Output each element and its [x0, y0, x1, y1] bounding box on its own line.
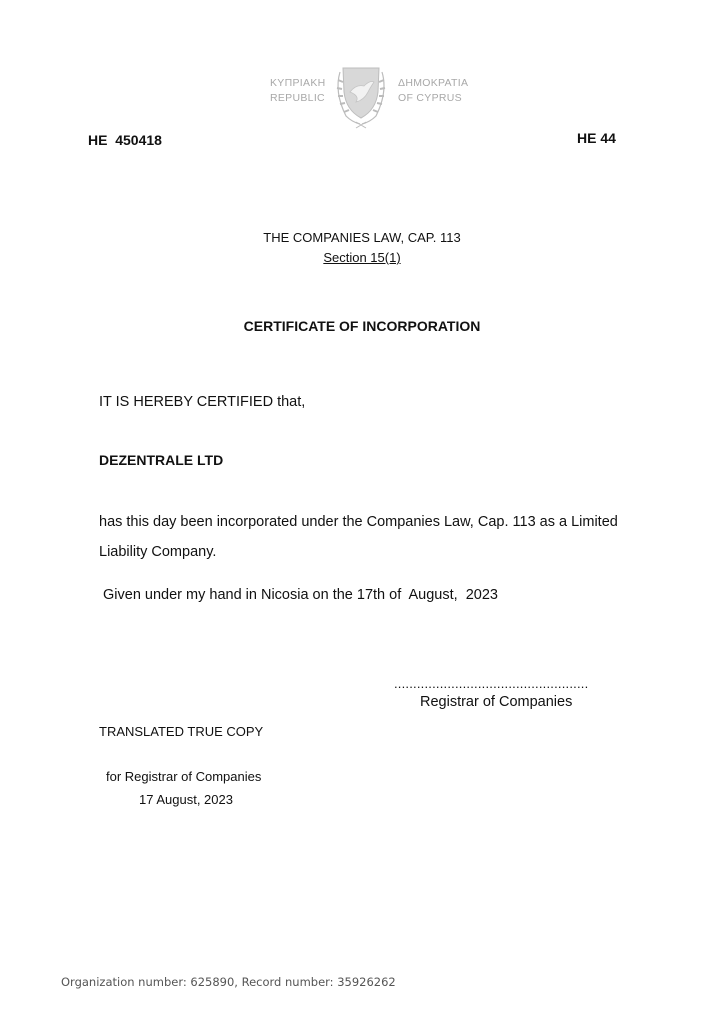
seal-right-line2: OF CYPRUS	[398, 92, 462, 104]
certified-statement: IT IS HEREBY CERTIFIED that,	[99, 394, 306, 410]
seal-left-line2: REPUBLIC	[270, 92, 325, 104]
seal-left-text	[270, 76, 326, 106]
certificate-title: CERTIFICATE OF INCORPORATION	[243, 318, 481, 334]
translation-for: for Registrar of Companies	[106, 769, 262, 784]
company-name: DEZENTRALE LTD	[99, 452, 224, 468]
registration-number: HE 450418	[88, 132, 162, 148]
law-section-text: Section 15(1)	[323, 250, 401, 265]
law-section	[0, 250, 724, 265]
form-code: HE 44	[577, 130, 616, 146]
footer-record-info: Organization number: 625890, Record number: 35926262	[61, 975, 396, 989]
incorporation-line-2: Liability Company.	[99, 544, 217, 560]
law-title: THE COMPANIES LAW, CAP. 113	[263, 230, 461, 245]
translation-date: 17 August, 2023	[139, 792, 233, 807]
signature-line: ...................................................	[394, 676, 589, 691]
seal-right-text	[398, 76, 468, 106]
given-statement: Given under my hand in Nicosia on the 17th of August, 2023	[103, 587, 498, 603]
seal-right-line1: ΔΗΜΟΚΡΑΤΙΑ	[398, 77, 469, 89]
cyprus-emblem-icon	[326, 62, 396, 130]
incorporation-line-1: has this day been incorporated under the Companies Law, Cap. 113 as a Limited	[99, 514, 618, 530]
seal-left-line1: ΚΥΠΡΙΑΚΗ	[270, 77, 326, 89]
translation-label: TRANSLATED TRUE COPY	[99, 724, 264, 739]
signature-title: Registrar of Companies	[420, 694, 573, 710]
